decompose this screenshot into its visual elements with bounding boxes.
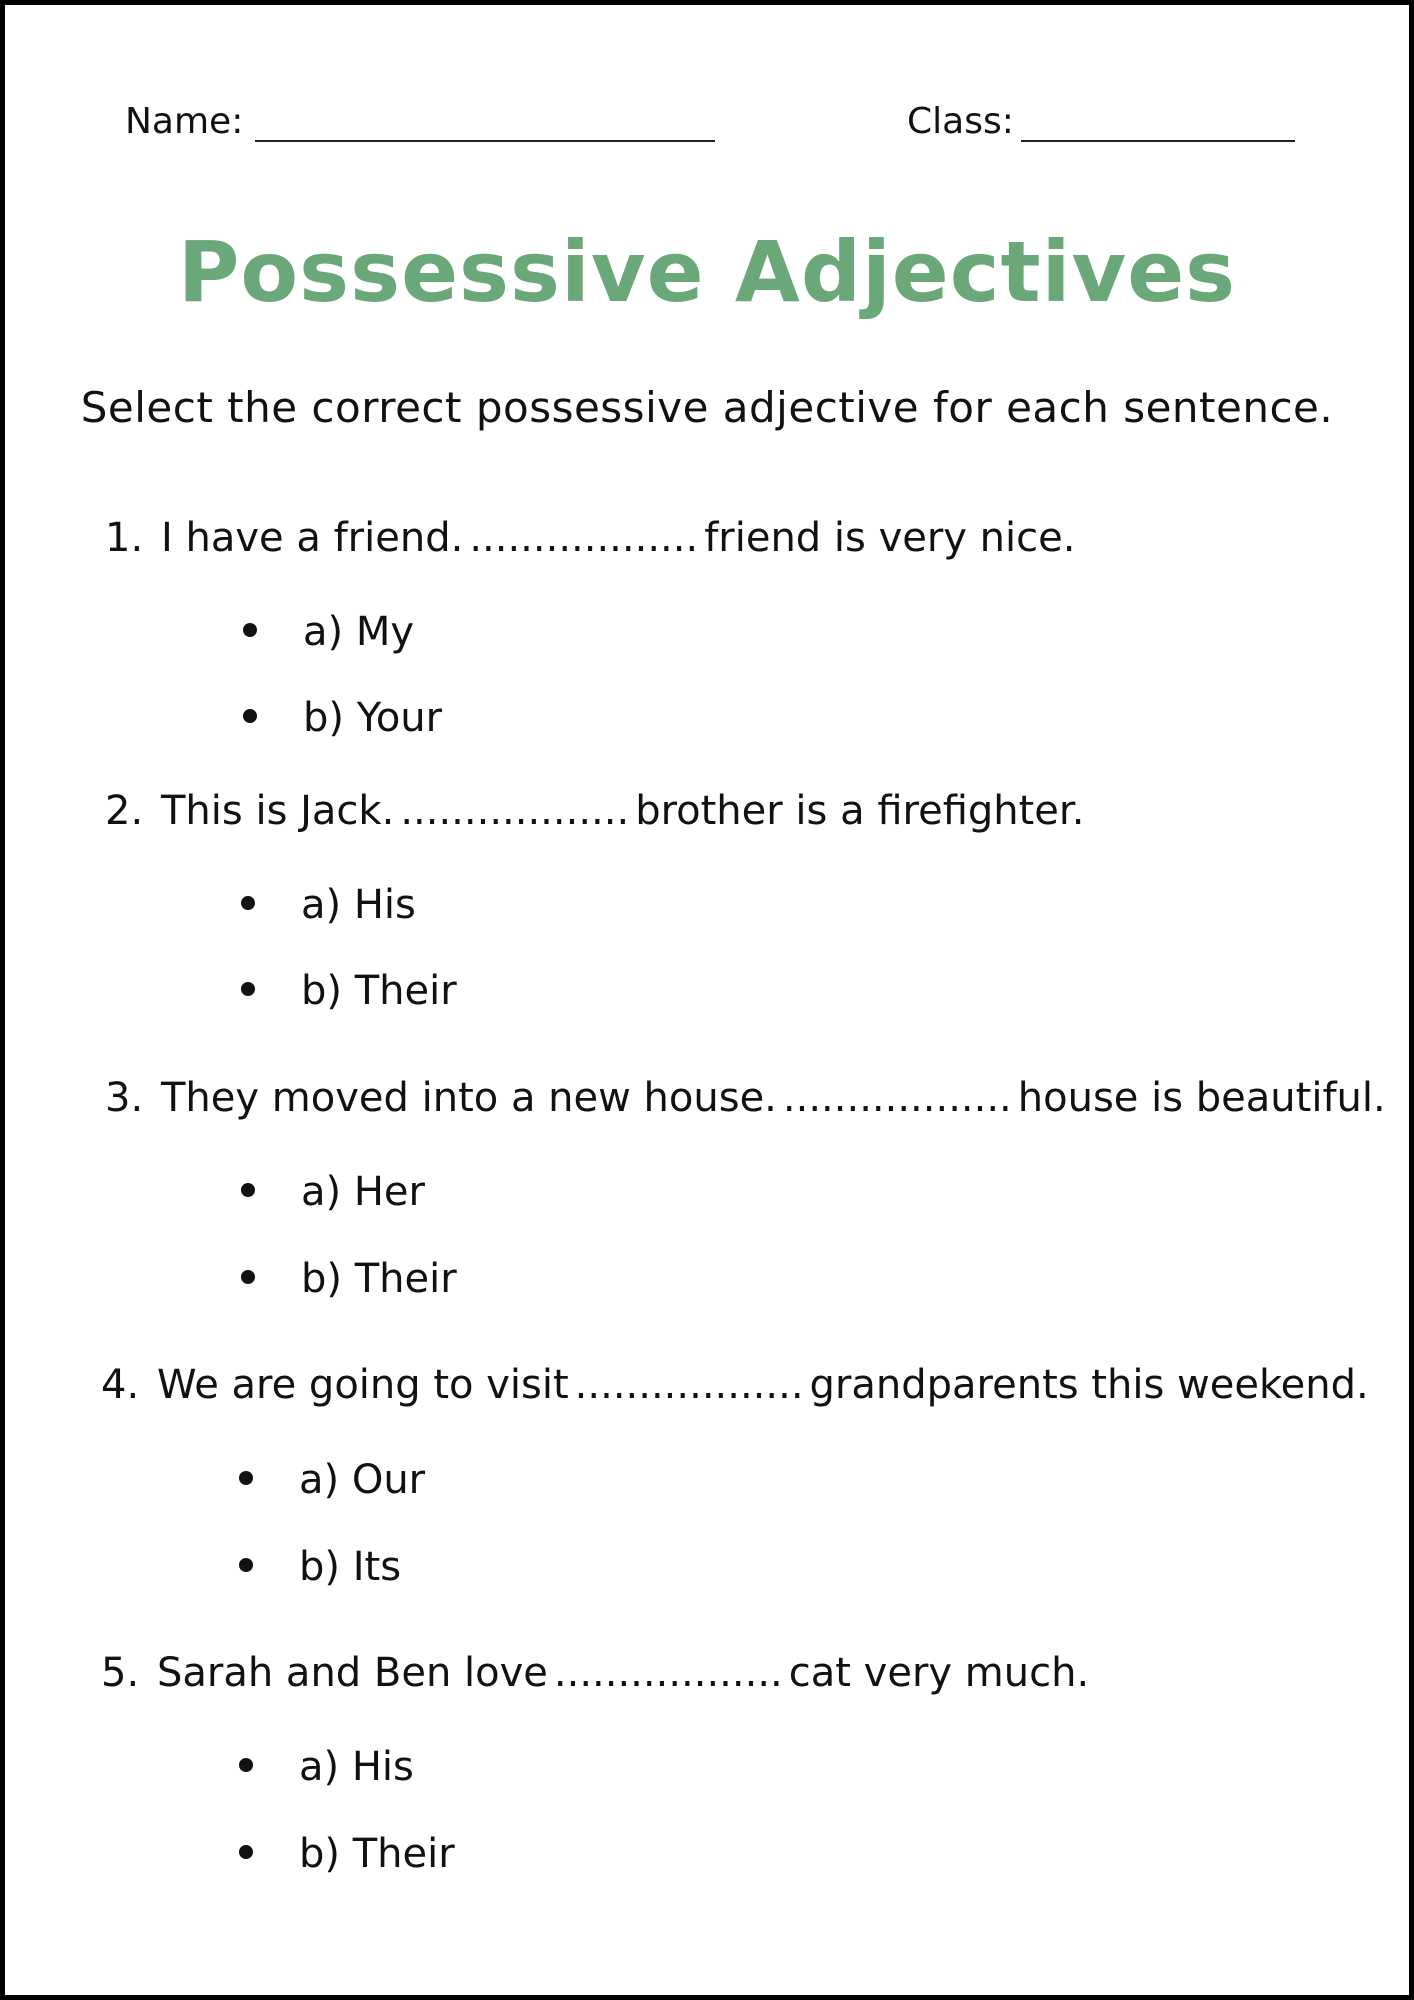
question-5: [101, 1650, 1089, 1696]
option-label: a) His: [301, 882, 416, 928]
question-text-after: house is beautiful.: [1017, 1075, 1386, 1121]
option-3b[interactable]: [241, 1256, 457, 1302]
question-text-after: friend is very nice.: [704, 515, 1076, 561]
option-5b[interactable]: [239, 1831, 455, 1877]
option-4b[interactable]: [239, 1544, 401, 1590]
question-text-before: We are going to visit: [157, 1362, 569, 1408]
option-3a[interactable]: [241, 1169, 425, 1215]
answer-blank[interactable]: ..................: [400, 788, 630, 834]
option-label: a) My: [303, 609, 415, 655]
question-2: [105, 788, 1084, 834]
question-text-after: grandparents this weekend.: [809, 1362, 1369, 1408]
option-label: b) Its: [299, 1544, 402, 1590]
question-text-before: I have a friend.: [161, 515, 464, 561]
question-number: 3.: [105, 1075, 144, 1121]
option-2b[interactable]: [241, 968, 457, 1014]
question-text-before: They moved into a new house.: [161, 1075, 777, 1121]
bullet-icon: [241, 1270, 255, 1284]
option-label: b) Their: [301, 1256, 457, 1302]
name-field: [125, 101, 243, 142]
question-number: 4.: [101, 1362, 140, 1408]
class-label: Class:: [907, 101, 1014, 142]
bullet-icon: [243, 623, 257, 637]
worksheet-title: Possessive Adjectives: [177, 223, 1237, 321]
option-1b[interactable]: [243, 695, 442, 741]
question-number: 1.: [105, 515, 144, 561]
instructions: Select the correct possessive adjective for each sentence.: [80, 383, 1334, 432]
option-label: b) Their: [299, 1831, 455, 1877]
bullet-icon: [241, 982, 255, 996]
answer-blank[interactable]: ..................: [782, 1075, 1012, 1121]
option-label: b) Their: [301, 968, 457, 1014]
bullet-icon: [239, 1558, 253, 1572]
option-5a[interactable]: [239, 1744, 414, 1790]
class-field: [907, 101, 1014, 142]
question-text-after: brother is a firefighter.: [635, 788, 1085, 834]
option-label: a) Our: [299, 1457, 426, 1503]
question-text-before: This is Jack.: [161, 788, 395, 834]
question-4: [101, 1362, 1369, 1408]
question-3: [105, 1075, 1386, 1121]
question-number: 2.: [105, 788, 144, 834]
bullet-icon: [241, 896, 255, 910]
option-label: a) Her: [301, 1169, 425, 1215]
option-label: a) His: [299, 1744, 414, 1790]
answer-blank[interactable]: ..................: [553, 1650, 783, 1696]
option-label: b) Your: [303, 695, 443, 741]
answer-blank[interactable]: ..................: [574, 1362, 804, 1408]
bullet-icon: [241, 1183, 255, 1197]
bullet-icon: [243, 709, 257, 723]
question-number: 5.: [101, 1650, 140, 1696]
question-text-after: cat very much.: [788, 1650, 1090, 1696]
option-4a[interactable]: [239, 1457, 425, 1503]
name-label: Name:: [125, 101, 244, 142]
question-text-before: Sarah and Ben love: [157, 1650, 548, 1696]
answer-blank[interactable]: ..................: [469, 515, 699, 561]
option-2a[interactable]: [241, 882, 416, 928]
bullet-icon: [239, 1758, 253, 1772]
bullet-icon: [239, 1845, 253, 1859]
question-1: [105, 515, 1075, 561]
option-1a[interactable]: [243, 609, 414, 655]
name-line[interactable]: [255, 140, 715, 142]
class-line[interactable]: [1021, 140, 1295, 142]
bullet-icon: [239, 1471, 253, 1485]
